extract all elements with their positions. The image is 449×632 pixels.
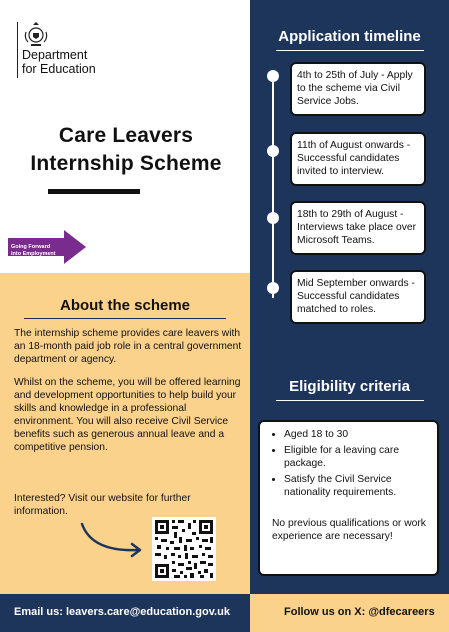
title-line-2: Internship Scheme (30, 152, 222, 175)
timeline-dot (267, 145, 279, 157)
eligibility-list (272, 428, 429, 499)
curved-arrow-icon (78, 520, 150, 560)
about-heading: About the scheme (59, 297, 191, 314)
eligibility-box (258, 420, 439, 576)
about-divider (24, 318, 226, 319)
timeline-line (272, 76, 274, 298)
timeline-item: 11th of August onwards - Successful candidates invited to interview. (290, 132, 426, 186)
title-line-1: Care Leavers (58, 124, 194, 147)
qr-code-icon[interactable] (152, 517, 216, 581)
about-paragraph-1: The internship scheme provides care leavers with an 18-month paid job role in a central government department or agency. (14, 328, 242, 365)
timeline-item: Mid September onwards - Successful candidates matched to roles. (290, 270, 426, 324)
department-logo-text (22, 48, 96, 76)
timeline-dot (267, 282, 279, 294)
eligibility-item: • Satisfy the Civil Service nationality requirements. (284, 473, 429, 499)
title-underline (48, 189, 140, 194)
timeline-item: 4th to 25th of July - Apply to the scheme via Civil Service Jobs. (290, 62, 426, 116)
about-paragraph-3: Interested? Visit our website for further information. (14, 493, 191, 517)
org-line-1: Department (22, 48, 88, 62)
eligibility-note: No previous qualifications or work experience are necessary! (272, 518, 426, 542)
timeline-divider (276, 50, 424, 51)
email-link[interactable]: Email us: leavers.care@education.gov.uk (14, 606, 230, 618)
social-link[interactable]: Follow us on X: @dfecareers (284, 606, 435, 618)
timeline-heading: Application timeline (278, 28, 421, 45)
logo-divider (17, 22, 18, 78)
badge-line-2: into Employment (11, 251, 56, 257)
page-title (10, 122, 242, 178)
footer-social-bar (250, 594, 449, 632)
about-paragraph-2: Whilst on the scheme, you will be offered learning and development opportunities to help build your skills and knowledge in a professional environment. You will also receive Civil Service benefits such as generous annual leave and a competitive pension. (14, 377, 241, 453)
timeline-dot (267, 212, 279, 224)
royal-crest-icon (22, 22, 50, 48)
eligibility-item: • Aged 18 to 30 (284, 428, 429, 441)
eligibility-divider (276, 400, 424, 401)
timeline-dot (267, 70, 279, 82)
badge-line-1: Going Forward (11, 244, 51, 250)
going-forward-badge-text (11, 244, 56, 258)
eligibility-item: • Eligible for a leaving care package. (284, 444, 429, 470)
footer-email-bar (0, 594, 250, 632)
org-line-2: for Education (22, 62, 96, 76)
eligibility-heading: Eligibility criteria (289, 378, 410, 395)
timeline-item: 18th to 29th of August - Interviews take place over Microsoft Teams. (290, 201, 426, 255)
